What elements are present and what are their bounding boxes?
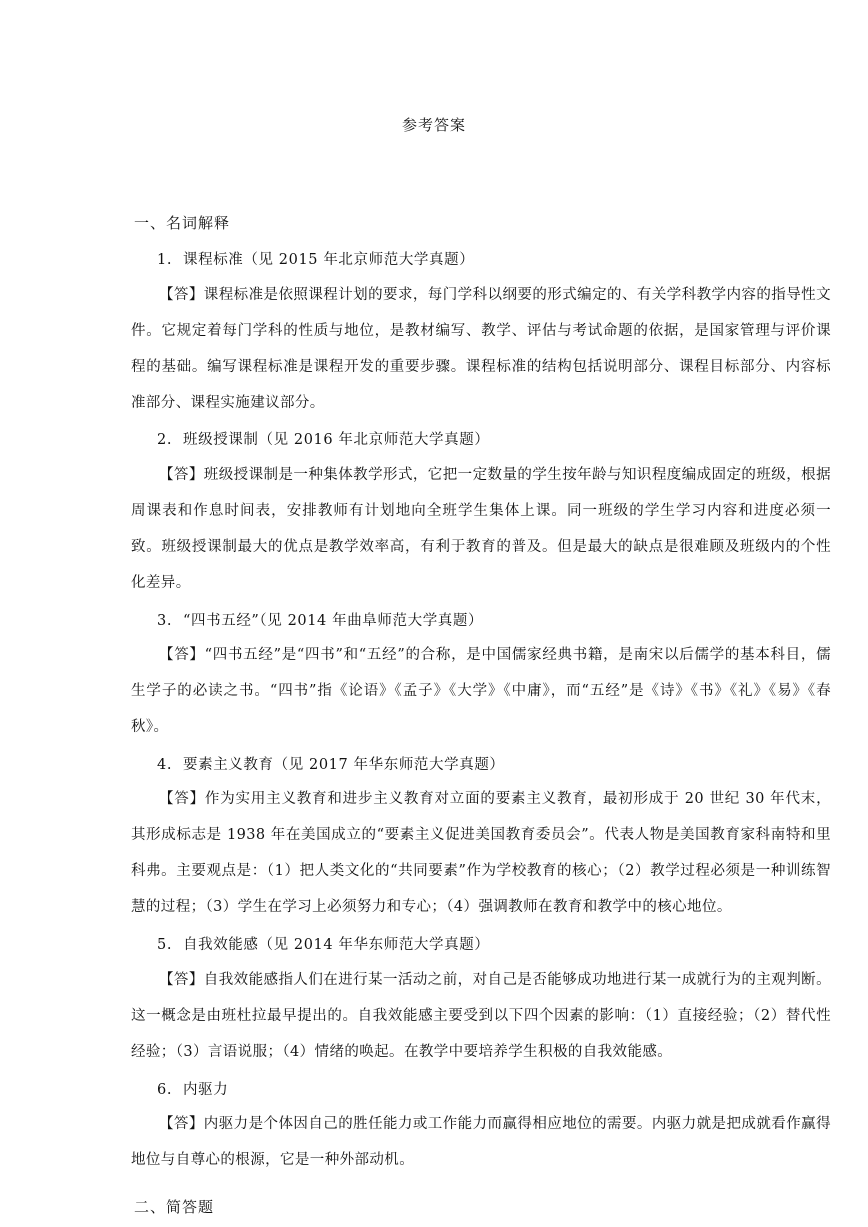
section-heading-short-answer: 二、简答题 [134,1198,215,1216]
question-heading-2 [157,428,489,449]
question-title: 课程标准（见 2015 年北京师范大学真题） [183,252,475,268]
question-title: 要素主义教育（见 2017 年华东师范大学真题） [183,757,505,773]
question-title: “四书五经”（见 2014 年曲阜师范大学真题） [183,613,484,629]
answer-paragraph-2: 【答】班级授课制是一种集体教学形式，它把一定数量的学生按年龄与知识程度编成固定的班级，根据周课表和作息时间表，安排教师有计划地向全班学生集体上课。同一班级的学生学习内容和进度必须一致。班级授课制最大的优点是教学效率高，有利于教育的普及。但是最大的缺点是很难顾及班级内的个性化差异。 [131,467,831,591]
question-number: 5. [157,937,173,953]
question-heading-4 [157,753,505,774]
answer-paragraph-3: 【答】“四书五经”是“四书”和“五经”的合称，是中国儒家经典书籍，是南宋以后儒学的基本科目，儒生学子的必读之书。“四书”指《论语》《孟子》《大学》《中庸》，而“五经”是《诗》《书》《礼》《易》《春秋》。 [131,647,831,735]
answer-paragraph-5: 【答】自我效能感指人们在进行某一活动之前，对自己是否能够成功地进行某一成就行为的主观判断。这一概念是由班杜拉最早提出的。自我效能感主要受到以下四个因素的影响：（1）直接经验；（2）替代性经验；（3）言语说服；（4）情绪的唤起。在教学中要培养学生积极的自我效能感。 [131,972,831,1060]
section-heading-glossary: 一、名词解释 [134,214,231,232]
question-number: 2. [157,432,173,448]
question-heading-3 [157,609,483,630]
question-number: 3. [157,613,173,629]
question-number: 6. [157,1082,173,1098]
question-heading-6 [157,1078,228,1099]
page-title: 参考答案 [401,116,466,134]
question-number: 1. [157,252,173,268]
answer-paragraph-6: 【答】内驱力是个体因自己的胜任能力或工作能力而赢得相应地位的需要。内驱力就是把成就看作赢得地位与自尊心的根源，它是一种外部动机。 [131,1116,831,1168]
question-heading-1 [157,248,474,269]
question-heading-5 [157,933,489,954]
question-number: 4. [157,757,173,773]
question-title: 内驱力 [183,1082,229,1098]
answer-paragraph-1: 【答】课程标准是依照课程计划的要求，每门学科以纲要的形式编定的、有关学科教学内容的指导性文件。它规定着每门学科的性质与地位，是教材编写、教学、评估与考试命题的依据，是国家管理与评价课程的基础。编写课程标准是课程开发的重要步骤。课程标准的结构包括说明部分、课程目标部分、内容标准部分、课程实施建议部分。 [131,287,831,411]
question-title: 班级授课制（见 2016 年北京师范大学真题） [183,432,490,448]
question-title: 自我效能感（见 2014 年华东师范大学真题） [183,937,490,953]
answer-paragraph-4: 【答】作为实用主义教育和进步主义教育对立面的要素主义教育，最初形成于 20 世纪 30 年代末， 其形成标志是 1938 年在美国成立的“要素主义促进美国教育委员会”。代表人物是美国教育家科南特和里科弗。主要观点是：（1）把人类文化的“共同要素”作为学校教育的核心；（2）教学过程必须是一种训练智慧的过程；（3）学生在学习上必须努力和专心；（4）强调教师在教育和教学中的核心地位。 [131,791,831,915]
